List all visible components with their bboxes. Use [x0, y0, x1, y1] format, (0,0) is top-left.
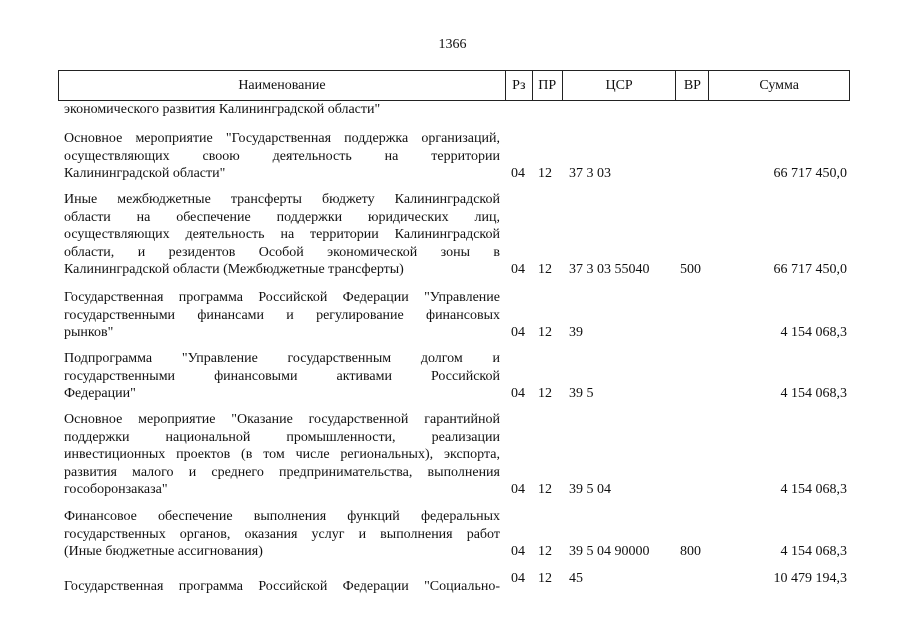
- row-vr: 500: [680, 261, 701, 277]
- table-row: [0, 289, 905, 341]
- row-pr: 12: [538, 324, 552, 340]
- row-name-line: Подпрограмма "Управление государственным долгом и: [64, 351, 500, 366]
- row-rz: 04: [511, 385, 525, 401]
- row-pr: 12: [538, 385, 552, 401]
- row-name-line: (Иные бюджетные ассигнования): [64, 544, 263, 559]
- row-name-line: осуществляющих своою деятельность на территории: [64, 148, 500, 164]
- row-csr: 37 3 03: [569, 165, 611, 181]
- row-name-line: гособоронзаказа": [64, 482, 168, 497]
- row-pr: 12: [538, 571, 552, 586]
- row-name: [64, 130, 500, 183]
- row-name-line: инвестиционных проектов (в том числе региональных), экспорта,: [64, 447, 500, 462]
- table-row: [0, 101, 905, 119]
- row-name-line: Основное мероприятие "Оказание государственной гарантийной: [64, 412, 500, 427]
- row-rz: 04: [511, 324, 525, 340]
- row-name: [64, 350, 500, 403]
- row-pr: 12: [538, 165, 552, 181]
- row-name: [64, 508, 500, 561]
- header-vr: ВР: [675, 71, 708, 100]
- header-name: Наименование: [238, 77, 326, 93]
- row-name-line: области на обеспечение поддержки юридических лиц,: [64, 209, 500, 225]
- table-row: [0, 508, 905, 560]
- row-name-line: государственными финансами и регулирование финансовых: [64, 307, 500, 323]
- row-rz: 04: [511, 481, 525, 497]
- row-name-line: Финансовое обеспечение выполнения функций федеральных: [64, 509, 500, 524]
- row-sum: 10 479 194,3: [773, 571, 847, 586]
- row-name-line: Основное мероприятие "Государственная поддержка организаций,: [64, 131, 500, 146]
- row-name-line: государственных органов, оказания услуг и выполнения работ: [64, 526, 500, 542]
- row-pr: 12: [538, 481, 552, 497]
- header-sum: Сумма: [708, 71, 849, 100]
- row-name: [64, 191, 500, 279]
- row-name-line: Калининградской области": [64, 166, 226, 181]
- row-rz: 04: [511, 261, 525, 277]
- row-pr: 12: [538, 543, 552, 559]
- row-name-line: развития малого и среднего предпринимательства, выполнения: [64, 464, 500, 480]
- row-sum: 66 717 450,0: [773, 261, 847, 277]
- row-sum: 66 717 450,0: [773, 165, 847, 181]
- row-sum: 4 154 068,3: [780, 385, 847, 401]
- row-name-line: экономического развития Калининградской области": [64, 102, 381, 117]
- row-rz: 04: [511, 165, 525, 181]
- row-name-line: Федерации": [64, 386, 136, 401]
- row-rz: 04: [511, 543, 525, 559]
- table-header: [58, 70, 850, 101]
- row-pr: 12: [538, 261, 552, 277]
- page-number: 1366: [438, 37, 467, 52]
- row-name-line: области, и резидентов Особой экономической зоны в: [64, 244, 500, 260]
- table-row: [0, 350, 905, 402]
- header-csr: ЦСР: [562, 71, 676, 100]
- row-name: [64, 289, 500, 342]
- row-name-line: Государственная программа Российской Федерации "Управление: [64, 290, 500, 305]
- row-sum: 4 154 068,3: [780, 481, 847, 497]
- row-csr: 39 5 04: [569, 481, 611, 497]
- row-csr: 37 3 03 55040: [569, 261, 650, 277]
- table-row: [0, 411, 905, 498]
- row-name: [64, 411, 500, 499]
- row-name-line: Калининградской области (Межбюджетные трансферты): [64, 262, 404, 277]
- row-name-line: Государственная программа Российской Федерации "Социально-: [64, 579, 500, 594]
- table-row: [0, 191, 905, 278]
- row-name-line: поддержки национальной промышленности, реализации: [64, 429, 500, 445]
- row-name-line: Иные межбюджетные трансферты бюджету Калининградской: [64, 192, 500, 207]
- table-row: [0, 570, 905, 606]
- header-pr: ПР: [532, 71, 562, 100]
- row-sum: 4 154 068,3: [780, 543, 847, 559]
- row-csr: 39 5 04 90000: [569, 543, 650, 559]
- row-rz: 04: [511, 571, 525, 586]
- table-row: [0, 130, 905, 182]
- row-vr: 800: [680, 543, 701, 559]
- row-name-line: государственными финансовыми активами Российской: [64, 368, 500, 384]
- row-sum: 4 154 068,3: [780, 324, 847, 340]
- row-csr: 39: [569, 324, 583, 340]
- row-name-line: осуществляющих деятельность на территории Калининградской: [64, 227, 500, 242]
- row-csr: 45: [569, 571, 583, 586]
- row-name: [64, 101, 500, 119]
- row-name: [64, 578, 500, 596]
- header-rz: Рз: [505, 71, 532, 100]
- row-csr: 39 5: [569, 385, 594, 401]
- row-name-line: рынков": [64, 325, 114, 340]
